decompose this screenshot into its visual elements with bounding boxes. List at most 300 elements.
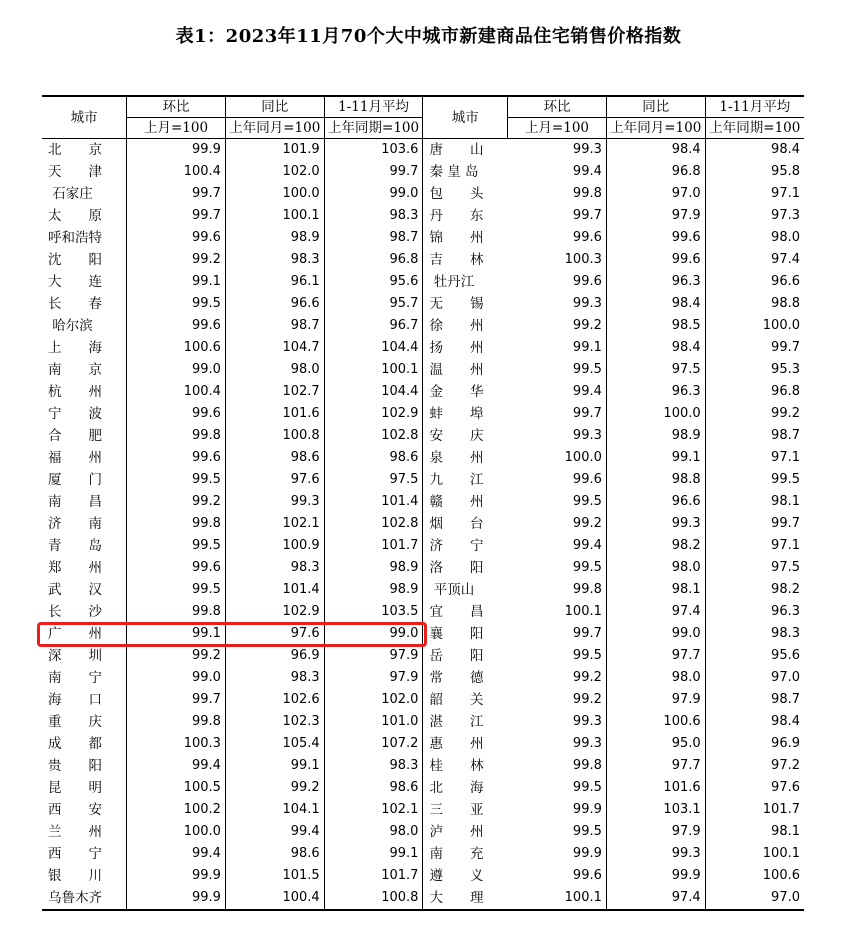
city-cell: 济 宁	[423, 535, 508, 557]
ytd-cell: 103.5	[324, 601, 423, 623]
city-cell: 太 原	[42, 205, 127, 227]
yoy-cell: 98.4	[606, 337, 705, 359]
yoy-cell: 96.3	[606, 271, 705, 293]
city-cell: 贵 阳	[42, 755, 127, 777]
city-cell: 西 宁	[42, 843, 127, 865]
city-cell: 南 京	[42, 359, 127, 381]
ytd-cell: 98.2	[771, 582, 800, 597]
city-cell: 徐 州	[423, 315, 508, 337]
city-cell: 襄 阳	[423, 623, 508, 645]
ytd-cell: 99.1	[324, 843, 423, 865]
yoy-cell: 101.6	[225, 403, 324, 425]
table-row	[42, 821, 804, 843]
yoy-cell: 99.1	[606, 447, 705, 469]
mom-cell: 99.7	[508, 205, 607, 227]
city-cell: 长 春	[42, 293, 127, 315]
mom-cell: 99.2	[127, 645, 226, 667]
yoy-cell: 99.3	[606, 513, 705, 535]
mom-cell: 100.0	[127, 821, 226, 843]
ytd-cell: 97.0	[771, 670, 800, 685]
header-ytd-base-left: 上年同期=100	[324, 118, 423, 139]
table-row	[42, 491, 804, 513]
city-cell: 天 津	[42, 161, 127, 183]
city-cell: 长 沙	[42, 601, 127, 623]
city-cell: 宜 昌	[423, 601, 508, 623]
mom-cell: 100.6	[127, 337, 226, 359]
city-cell: 蚌 埠	[423, 403, 508, 425]
table-row	[42, 535, 804, 557]
yoy-cell: 98.6	[225, 843, 324, 865]
ytd-cell: 95.7	[324, 293, 423, 315]
mom-cell: 99.6	[508, 227, 607, 249]
yoy-cell: 98.0	[606, 557, 705, 579]
city-cell: 惠 州	[423, 733, 508, 755]
table-row	[42, 337, 804, 359]
yoy-cell: 97.9	[606, 821, 705, 843]
city-cell: 金 华	[423, 381, 508, 403]
ytd-cell: 99.5	[771, 472, 800, 487]
ytd-cell: 98.9	[324, 557, 423, 579]
header-city-right: 城市	[423, 96, 508, 139]
mom-cell: 99.5	[508, 359, 607, 381]
yoy-cell: 101.4	[225, 579, 324, 601]
mom-cell: 99.6	[127, 403, 226, 425]
ytd-cell: 100.8	[324, 887, 423, 910]
yoy-cell: 101.6	[606, 777, 705, 799]
mom-cell: 99.2	[508, 513, 607, 535]
mom-cell: 100.5	[127, 777, 226, 799]
mom-cell: 99.4	[127, 755, 226, 777]
ytd-cell: 98.6	[324, 447, 423, 469]
yoy-cell: 99.6	[606, 227, 705, 249]
price-index-table	[42, 95, 804, 911]
mom-cell: 99.8	[127, 711, 226, 733]
city-cell: 广 州	[42, 623, 127, 645]
ytd-cell: 99.2	[771, 406, 800, 421]
yoy-cell: 100.1	[225, 205, 324, 227]
mom-cell: 99.6	[508, 271, 607, 293]
city-cell: 常 德	[423, 667, 508, 689]
ytd-cell: 99.0	[324, 623, 423, 645]
city-cell: 青 岛	[42, 535, 127, 557]
city-cell: 泸 州	[423, 821, 508, 843]
yoy-cell: 98.9	[606, 425, 705, 447]
ytd-cell: 96.8	[324, 249, 423, 271]
table-row	[42, 777, 804, 799]
yoy-cell: 100.8	[225, 425, 324, 447]
mom-cell: 99.0	[127, 359, 226, 381]
yoy-cell: 98.9	[225, 227, 324, 249]
city-cell: 温 州	[423, 359, 508, 381]
ytd-cell: 101.7	[324, 535, 423, 557]
ytd-cell: 96.9	[771, 736, 800, 751]
city-cell: 南 充	[423, 843, 508, 865]
table-row	[42, 403, 804, 425]
mom-cell: 99.5	[127, 579, 226, 601]
mom-cell: 99.5	[508, 491, 607, 513]
city-cell: 泉 州	[423, 447, 508, 469]
ytd-cell: 101.7	[324, 865, 423, 887]
mom-cell: 99.5	[508, 821, 607, 843]
table-row	[42, 359, 804, 381]
city-cell: 银 川	[42, 865, 127, 887]
mom-cell: 99.7	[508, 403, 607, 425]
city-cell: 杭 州	[42, 381, 127, 403]
mom-cell: 99.7	[127, 689, 226, 711]
yoy-cell: 97.0	[606, 183, 705, 205]
ytd-cell: 102.1	[324, 799, 423, 821]
ytd-cell: 98.3	[771, 626, 800, 641]
city-cell: 成 都	[42, 733, 127, 755]
mom-cell: 99.5	[127, 293, 226, 315]
mom-cell: 99.8	[127, 601, 226, 623]
yoy-cell: 96.3	[606, 381, 705, 403]
yoy-cell: 98.3	[225, 249, 324, 271]
ytd-cell: 98.7	[771, 428, 800, 443]
city-cell: 合 肥	[42, 425, 127, 447]
mom-cell: 99.8	[508, 579, 607, 601]
ytd-cell: 100.1	[324, 359, 423, 381]
city-cell: 平顶山	[423, 579, 508, 601]
ytd-cell: 101.0	[324, 711, 423, 733]
yoy-cell: 105.4	[225, 733, 324, 755]
mom-cell: 99.8	[508, 755, 607, 777]
table-row	[42, 689, 804, 711]
table-row	[42, 601, 804, 623]
header-city-left: 城市	[42, 96, 127, 139]
highlight-box-guangzhou	[37, 622, 427, 647]
mom-cell: 99.2	[508, 689, 607, 711]
ytd-cell: 95.6	[771, 648, 800, 663]
ytd-cell: 98.8	[771, 296, 800, 311]
ytd-cell: 104.4	[324, 337, 423, 359]
header-yoy-left: 同比	[225, 96, 324, 118]
ytd-cell: 102.0	[324, 689, 423, 711]
city-cell: 福 州	[42, 447, 127, 469]
yoy-cell: 100.4	[225, 887, 324, 910]
table-row	[42, 733, 804, 755]
table-title: 表1：2023年11月70个大中城市新建商品住宅销售价格指数	[175, 26, 682, 47]
table-row	[42, 667, 804, 689]
header-mom-right: 环比	[508, 96, 607, 118]
city-cell: 遵 义	[423, 865, 508, 887]
ytd-cell: 97.5	[324, 469, 423, 491]
yoy-cell: 97.6	[225, 469, 324, 491]
yoy-cell: 102.1	[225, 513, 324, 535]
ytd-cell: 99.7	[771, 516, 800, 531]
mom-cell: 99.9	[127, 865, 226, 887]
ytd-cell: 99.0	[324, 183, 423, 205]
yoy-cell: 100.9	[225, 535, 324, 557]
city-cell: 唐 山	[423, 139, 508, 162]
ytd-cell: 102.8	[324, 513, 423, 535]
mom-cell: 99.1	[127, 623, 226, 645]
ytd-cell: 97.1	[771, 538, 800, 553]
city-cell: 沈 阳	[42, 249, 127, 271]
mom-cell: 99.5	[127, 469, 226, 491]
yoy-cell: 98.0	[225, 359, 324, 381]
city-cell: 乌鲁木齐	[42, 887, 127, 910]
yoy-cell: 99.4	[225, 821, 324, 843]
table-row	[42, 293, 804, 315]
ytd-cell: 100.6	[762, 868, 800, 883]
yoy-cell: 100.0	[225, 183, 324, 205]
city-cell: 厦 门	[42, 469, 127, 491]
table-row	[42, 557, 804, 579]
mom-cell: 100.3	[127, 733, 226, 755]
mom-cell: 99.9	[127, 887, 226, 910]
mom-cell: 100.2	[127, 799, 226, 821]
yoy-cell: 104.7	[225, 337, 324, 359]
table-row	[42, 205, 804, 227]
city-cell: 包 头	[423, 183, 508, 205]
yoy-cell: 98.4	[606, 293, 705, 315]
table-row	[42, 183, 804, 205]
ytd-cell: 104.4	[324, 381, 423, 403]
header-yoy-base-left: 上年同月=100	[225, 118, 324, 139]
mom-cell: 99.6	[127, 557, 226, 579]
table-row	[42, 161, 804, 183]
yoy-cell: 99.0	[606, 623, 705, 645]
yoy-cell: 104.1	[225, 799, 324, 821]
mom-cell: 100.4	[127, 161, 226, 183]
city-cell: 昆 明	[42, 777, 127, 799]
city-cell: 郑 州	[42, 557, 127, 579]
header-yoy-right: 同比	[606, 96, 705, 118]
mom-cell: 99.2	[508, 315, 607, 337]
ytd-cell: 98.0	[324, 821, 423, 843]
ytd-cell: 97.1	[771, 186, 800, 201]
mom-cell: 99.4	[508, 381, 607, 403]
ytd-cell: 96.7	[324, 315, 423, 337]
mom-cell: 100.1	[508, 887, 607, 910]
table-row	[42, 645, 804, 667]
ytd-cell: 103.6	[324, 139, 423, 162]
ytd-cell: 97.5	[771, 560, 800, 575]
mom-cell: 99.6	[127, 447, 226, 469]
mom-cell: 99.5	[127, 535, 226, 557]
ytd-cell: 99.7	[324, 161, 423, 183]
table-row	[42, 579, 804, 601]
ytd-cell: 95.6	[324, 271, 423, 293]
city-cell: 深 圳	[42, 645, 127, 667]
ytd-cell: 101.4	[324, 491, 423, 513]
ytd-cell: 97.9	[324, 667, 423, 689]
yoy-cell: 99.1	[225, 755, 324, 777]
yoy-cell: 100.0	[606, 403, 705, 425]
table-body	[42, 139, 804, 911]
table-row	[42, 249, 804, 271]
mom-cell: 99.9	[508, 799, 607, 821]
ytd-cell: 97.1	[771, 450, 800, 465]
ytd-cell: 102.9	[324, 403, 423, 425]
city-cell: 湛 江	[423, 711, 508, 733]
mom-cell: 99.7	[127, 183, 226, 205]
yoy-cell: 100.6	[606, 711, 705, 733]
mom-cell: 99.1	[508, 337, 607, 359]
mom-cell: 99.7	[508, 623, 607, 645]
ytd-cell: 98.7	[324, 227, 423, 249]
city-cell: 石家庄	[42, 183, 127, 205]
table-row	[42, 447, 804, 469]
city-cell: 兰 州	[42, 821, 127, 843]
header-yoy-base-right: 上年同月=100	[606, 118, 705, 139]
city-cell: 南 昌	[42, 491, 127, 513]
city-cell: 九 江	[423, 469, 508, 491]
yoy-cell: 95.0	[606, 733, 705, 755]
city-cell: 上 海	[42, 337, 127, 359]
mom-cell: 99.7	[127, 205, 226, 227]
city-cell: 烟 台	[423, 513, 508, 535]
yoy-cell: 98.2	[606, 535, 705, 557]
city-cell: 岳 阳	[423, 645, 508, 667]
header-ytd-base-right: 上年同期=100	[705, 118, 804, 139]
city-cell: 重 庆	[42, 711, 127, 733]
city-cell: 海 口	[42, 689, 127, 711]
yoy-cell: 97.7	[606, 645, 705, 667]
header-mom-base-right: 上月=100	[508, 118, 607, 139]
table-row	[42, 315, 804, 337]
yoy-cell: 99.9	[606, 865, 705, 887]
city-cell: 丹 东	[423, 205, 508, 227]
city-cell: 牡丹江	[423, 271, 508, 293]
ytd-cell: 96.6	[771, 274, 800, 289]
table-row	[42, 755, 804, 777]
mom-cell: 99.4	[127, 843, 226, 865]
mom-cell: 99.0	[127, 667, 226, 689]
table-row	[42, 711, 804, 733]
table-row	[42, 799, 804, 821]
header-mom-left: 环比	[127, 96, 226, 118]
table-row	[42, 139, 804, 162]
ytd-cell: 98.9	[324, 579, 423, 601]
yoy-cell: 97.7	[606, 755, 705, 777]
mom-cell: 99.2	[508, 667, 607, 689]
ytd-cell: 98.3	[324, 755, 423, 777]
yoy-cell: 98.0	[606, 667, 705, 689]
ytd-cell: 97.4	[771, 252, 800, 267]
yoy-cell: 99.3	[606, 843, 705, 865]
yoy-cell: 102.9	[225, 601, 324, 623]
mom-cell: 99.6	[127, 227, 226, 249]
city-cell: 无 锡	[423, 293, 508, 315]
header-mom-base-left: 上月=100	[127, 118, 226, 139]
city-cell: 大 理	[423, 887, 508, 910]
mom-cell: 100.1	[508, 601, 607, 623]
mom-cell: 99.6	[127, 315, 226, 337]
table-row	[42, 271, 804, 293]
mom-cell: 99.8	[508, 183, 607, 205]
yoy-cell: 98.7	[225, 315, 324, 337]
yoy-cell: 102.7	[225, 381, 324, 403]
mom-cell: 99.2	[127, 491, 226, 513]
ytd-cell: 95.8	[771, 164, 800, 179]
yoy-cell: 103.1	[606, 799, 705, 821]
city-cell: 赣 州	[423, 491, 508, 513]
yoy-cell: 102.0	[225, 161, 324, 183]
mom-cell: 100.0	[508, 447, 607, 469]
table-row	[42, 381, 804, 403]
ytd-cell: 107.2	[324, 733, 423, 755]
yoy-cell: 97.9	[606, 689, 705, 711]
ytd-cell: 97.3	[771, 208, 800, 223]
table-row	[42, 843, 804, 865]
yoy-cell: 97.5	[606, 359, 705, 381]
yoy-cell: 98.3	[225, 667, 324, 689]
mom-cell: 99.4	[508, 535, 607, 557]
ytd-cell: 98.6	[324, 777, 423, 799]
table-row	[42, 425, 804, 447]
header-ytd-right: 1-11月平均	[705, 96, 804, 118]
yoy-cell: 97.9	[606, 205, 705, 227]
ytd-cell: 99.7	[771, 340, 800, 355]
yoy-cell: 96.6	[606, 491, 705, 513]
mom-cell: 100.3	[508, 249, 607, 271]
city-cell: 韶 关	[423, 689, 508, 711]
city-cell: 桂 林	[423, 755, 508, 777]
city-cell: 南 宁	[42, 667, 127, 689]
city-cell: 扬 州	[423, 337, 508, 359]
ytd-cell: 97.6	[771, 780, 800, 795]
ytd-cell: 95.3	[771, 362, 800, 377]
mom-cell: 99.8	[127, 425, 226, 447]
yoy-cell: 96.6	[225, 293, 324, 315]
mom-cell: 99.4	[508, 161, 607, 183]
city-cell: 三 亚	[423, 799, 508, 821]
yoy-cell: 101.5	[225, 865, 324, 887]
mom-cell: 99.1	[127, 271, 226, 293]
mom-cell: 99.5	[508, 777, 607, 799]
yoy-cell: 102.6	[225, 689, 324, 711]
yoy-cell: 98.4	[606, 139, 705, 162]
mom-cell: 100.4	[127, 381, 226, 403]
ytd-cell: 96.8	[771, 384, 800, 399]
yoy-cell: 99.2	[225, 777, 324, 799]
yoy-cell: 99.3	[225, 491, 324, 513]
header-ytd-left: 1-11月平均	[324, 96, 423, 118]
city-cell: 哈尔滨	[42, 315, 127, 337]
ytd-cell: 98.7	[771, 692, 800, 707]
ytd-cell: 98.1	[771, 494, 800, 509]
yoy-cell: 97.6	[225, 623, 324, 645]
ytd-cell: 97.0	[705, 887, 804, 910]
table-row	[42, 513, 804, 535]
yoy-cell: 99.6	[606, 249, 705, 271]
ytd-cell: 98.1	[771, 824, 800, 839]
yoy-cell: 98.6	[225, 447, 324, 469]
city-cell: 宁 波	[42, 403, 127, 425]
ytd-cell: 98.3	[324, 205, 423, 227]
mom-cell: 99.2	[127, 249, 226, 271]
table-row	[42, 887, 804, 910]
mom-cell: 99.5	[508, 645, 607, 667]
table-row	[42, 227, 804, 249]
table-row	[42, 865, 804, 887]
mom-cell: 99.8	[127, 513, 226, 535]
city-cell: 呼和浩特	[42, 227, 127, 249]
mom-cell: 99.3	[508, 711, 607, 733]
mom-cell: 99.9	[127, 139, 226, 162]
city-cell: 大 连	[42, 271, 127, 293]
ytd-cell: 98.4	[771, 714, 800, 729]
ytd-cell: 100.0	[762, 318, 800, 333]
city-cell: 秦 皇 岛	[423, 161, 508, 183]
yoy-cell: 98.3	[225, 557, 324, 579]
yoy-cell: 96.8	[606, 161, 705, 183]
mom-cell: 99.3	[508, 733, 607, 755]
city-cell: 西 安	[42, 799, 127, 821]
yoy-cell: 98.1	[606, 579, 705, 601]
